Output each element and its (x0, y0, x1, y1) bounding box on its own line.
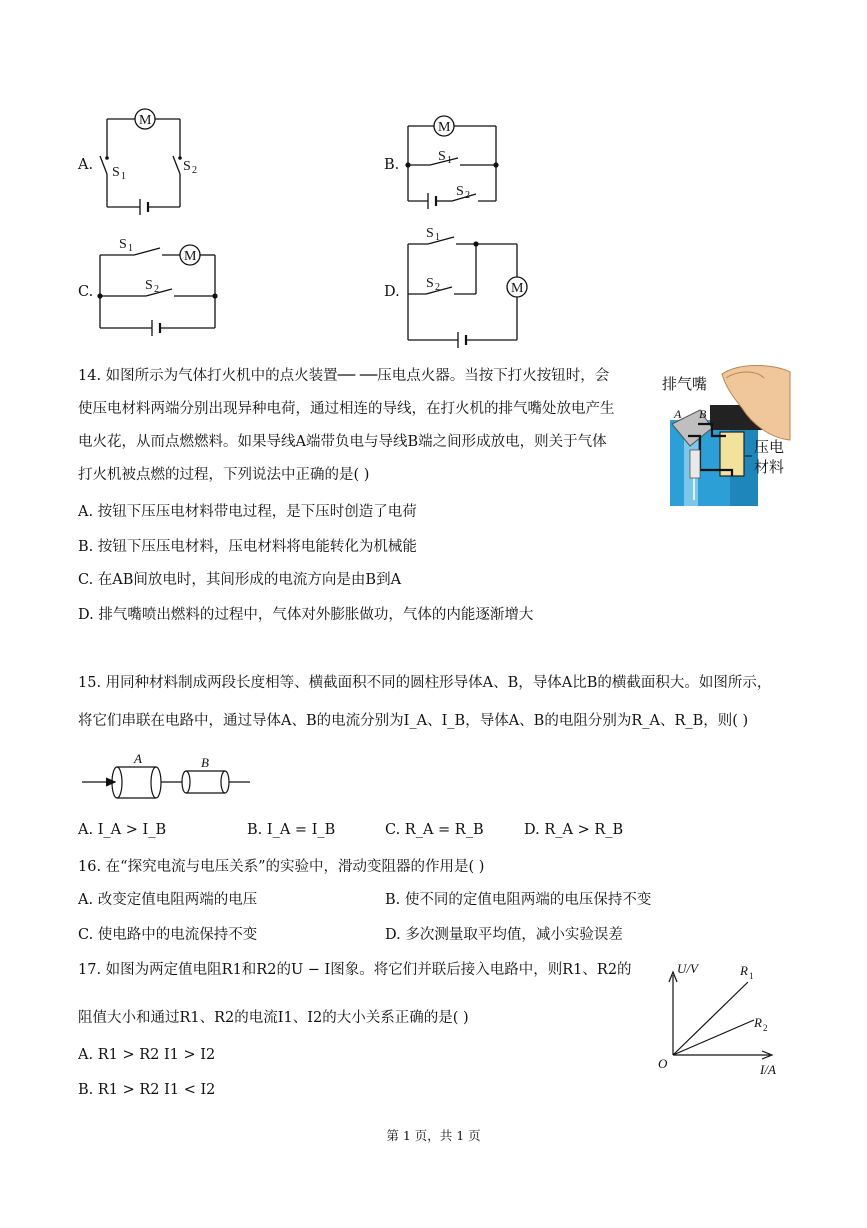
q14-option-c: C. 在AB间放电时，其间形成的电流方向是由B到A (78, 572, 402, 588)
q15-option-a: A. I_A > I_B (78, 822, 167, 838)
q13d-motor-label: M (511, 281, 524, 296)
q14-option-d: D. 排气嘴喷出燃料的过程中，气体对外膨胀做功，气体的内能逐渐增大 (78, 607, 534, 623)
svg-text:1: 1 (435, 232, 440, 243)
q16-stem: 16. 在“探究电流与电压关系”的实验中，滑动变阻器的作用是( ) (78, 859, 485, 875)
q17-x-axis-label: I/A (760, 1062, 776, 1077)
q17-r1-label: R (740, 963, 748, 978)
page-footer: 第 1 页，共 1 页 (386, 1128, 481, 1143)
svg-text:B: B (699, 407, 707, 421)
q17-option-a: A. R1 > R2 I1 > I2 (78, 1047, 216, 1063)
q14-line-3: 电火花，从而点燃燃料。如果导线A端带负电与导线B端之间形成放电，则关于气体 (78, 434, 607, 450)
q15-line-1: 15. 用同种材料制成两段长度相等、横截面积不同的圆柱形导体A、B，导体A比B的横截面积大。如图所示， (78, 675, 772, 691)
svg-text:S: S (426, 226, 434, 241)
q16-option-b: B. 使不同的定值电阻两端的电压保持不变 (385, 892, 652, 908)
q15-option-c: C. R_A = R_B (385, 822, 484, 838)
svg-text:2: 2 (154, 284, 159, 295)
svg-text:S: S (112, 165, 120, 180)
svg-text:S: S (438, 149, 446, 164)
q13a-motor-label: M (139, 113, 152, 128)
q13-option-a-letter: A. (78, 157, 94, 173)
q17-line-1: 17. 如图为两定值电阻R1和R2的U − I图象。将它们并联后接入电路中，则R1、R2的 (78, 962, 632, 978)
q15-label-b: B (201, 755, 209, 770)
q16-option-a: A. 改变定值电阻两端的电压 (78, 892, 258, 908)
svg-text:2: 2 (465, 190, 470, 201)
q13b-motor-label: M (438, 120, 451, 135)
svg-text:1: 1 (121, 171, 126, 182)
q13-option-c-letter: C. (78, 284, 94, 300)
svg-text:2: 2 (763, 1023, 768, 1033)
svg-text:1: 1 (447, 155, 452, 166)
q14-nozzle-label: 排气嘴 (662, 377, 708, 393)
svg-text:A: A (674, 407, 682, 421)
svg-text:2: 2 (192, 165, 197, 176)
q17-r2-label: R (754, 1015, 762, 1030)
q14-option-b: B. 按钮下压压电材料，压电材料将电能转化为机械能 (78, 539, 417, 555)
svg-text:1: 1 (128, 243, 133, 254)
q15-line-2: 将它们串联在电路中，通过导体A、B的电流分别为I_A、I_B，导体A、B的电阻分别为R_A、R_B，则( ) (78, 713, 749, 729)
q17-option-b: B. R1 > R2 I1 < I2 (78, 1082, 216, 1098)
svg-text:S: S (183, 159, 191, 174)
q14-line-4: 打火机被点燃的过程，下列说法中正确的是( ) (78, 467, 370, 483)
q15-label-a: A (134, 751, 142, 766)
svg-text:S: S (426, 276, 434, 291)
q14-line-2: 使压电材料两端分别出现异种电荷，通过相连的导线，在打火机的排气嘴处放电产生 (78, 401, 615, 417)
q14-material-label-2: 材料 (754, 460, 785, 476)
q13c-motor-label: M (184, 249, 197, 264)
q17-y-axis-label: U/V (677, 961, 698, 976)
q14-option-a: A. 按钮下压压电材料带电过程，是下压时创造了电荷 (78, 504, 417, 520)
q17-line-2: 阻值大小和通过R1、R2的电流I1、I2的大小关系正确的是( ) (78, 1010, 469, 1026)
q14-material-label-1: 压电 (754, 440, 785, 456)
q16-option-c: C. 使电路中的电流保持不变 (78, 927, 258, 943)
q15-option-b: B. I_A = I_B (247, 822, 336, 838)
svg-text:S: S (145, 278, 153, 293)
q17-origin-label: O (658, 1056, 668, 1071)
svg-text:1: 1 (749, 971, 754, 981)
q15-option-d: D. R_A > R_B (524, 822, 624, 838)
q13-option-d-letter: D. (384, 284, 400, 300)
svg-text:S: S (119, 237, 127, 252)
q13-option-b-letter: B. (384, 157, 400, 173)
svg-text:S: S (456, 184, 464, 199)
q16-option-d: D. 多次测量取平均值，减小实验误差 (385, 927, 623, 943)
svg-text:2: 2 (435, 282, 440, 293)
q14-line-1: 14. 如图所示为气体打火机中的点火装置── ──压电点火器。当按下打火按钮时，会 (78, 368, 610, 384)
